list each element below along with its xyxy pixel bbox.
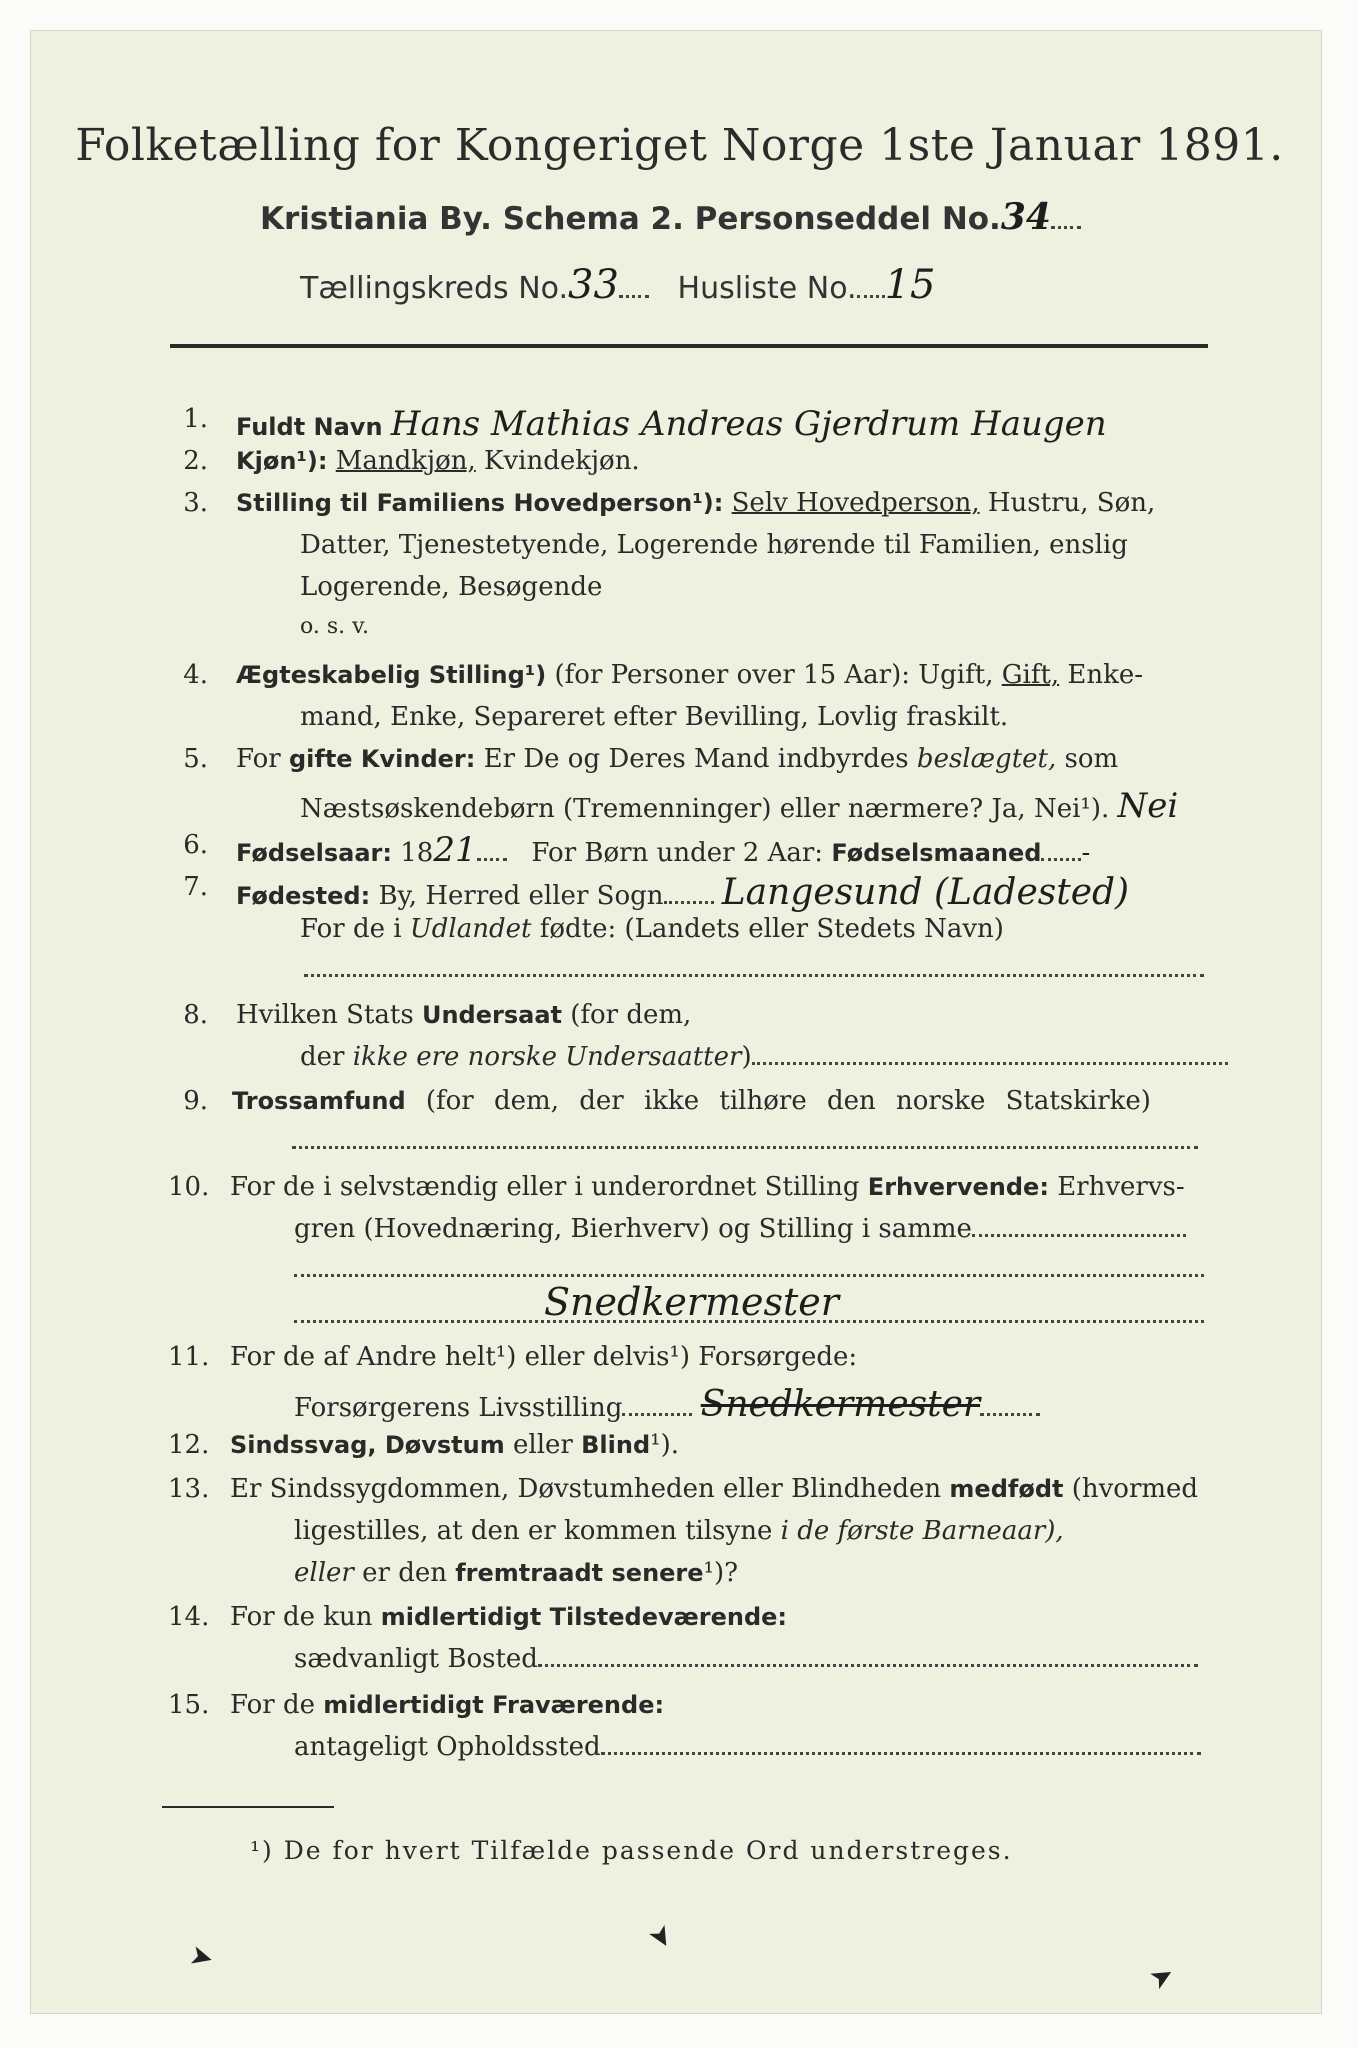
- q10-row: [230, 1172, 1185, 1202]
- q13-line3-bold: fremtraadt senere: [455, 1559, 704, 1587]
- q8-row: [236, 1000, 691, 1030]
- kreds-line: [300, 262, 935, 308]
- q8-post: (for dem,: [570, 1000, 692, 1030]
- q7-label: Fødested:: [236, 882, 371, 910]
- q3-label: Stilling til Familiens Hovedperson¹):: [236, 489, 724, 517]
- schema-text: Kristiania By. Schema 2. Personseddel No.: [260, 201, 1001, 237]
- kreds-number: 33: [568, 262, 619, 308]
- kreds-label: Tællingskreds No.: [300, 271, 568, 306]
- q8-line2-pre: der: [300, 1042, 345, 1072]
- schema-line: [260, 196, 1081, 238]
- item-number: 11.: [168, 1342, 210, 1372]
- q9-text: (for dem, der ikke tilhøre den norske Statskirke): [425, 1086, 1151, 1116]
- q13-line2-italic: i de første Barneaar),: [780, 1516, 1064, 1546]
- q5-answer: Nei: [1117, 786, 1179, 826]
- q4-line2: mand, Enke, Separeret efter Bevilling, Lovlig fraskilt.: [300, 702, 1009, 732]
- q13-line2-row: [294, 1516, 1064, 1546]
- q10-pre: For de i selvstændig eller i underordnet Stilling: [230, 1172, 860, 1202]
- q13-line3-mid: er den: [362, 1558, 447, 1588]
- q1-answer: Hans Mathias Andreas Gjerdrum Haugen: [390, 404, 1107, 444]
- q3-row: [236, 488, 1155, 518]
- q5-label: gifte Kvinder:: [288, 745, 476, 773]
- q14-line2-row: [294, 1644, 1198, 1674]
- q12-row: [230, 1430, 679, 1460]
- footnote: ¹) De for hvert Tilfælde passende Ord understreges.: [250, 1836, 1013, 1865]
- q7-line2-post: fødte: (Landets eller Stedets Navn): [539, 914, 1004, 944]
- q6-text: For Børn under 2 Aar:: [531, 838, 824, 868]
- q2-row: [236, 446, 640, 476]
- q6-year-prefix: 18: [400, 838, 434, 868]
- q3-line3: Logerende, Besøgende: [300, 572, 603, 602]
- q14-label: midlertidigt Tilstedeværende:: [380, 1603, 788, 1631]
- pen-mark-center: ➤: [641, 1918, 682, 1955]
- item-number: 13.: [168, 1474, 210, 1504]
- q8-label: Undersaat: [421, 1001, 562, 1029]
- q9-row: [232, 1086, 1151, 1116]
- q6-row: [236, 830, 1090, 870]
- q5-pre: For: [236, 744, 281, 774]
- q10-line2: gren (Hovednæring, Bierhverv) og Stilling i samme: [294, 1214, 972, 1244]
- q6-label2: Fødselsmaaned: [831, 839, 1042, 867]
- q9-answer-line: [292, 1146, 1198, 1149]
- personseddel-number: 34: [1000, 196, 1051, 238]
- q11-line1: For de af Andre helt¹) eller delvis¹) Forsørgede:: [230, 1342, 858, 1372]
- q9-label: Trossamfund: [232, 1087, 406, 1115]
- q7-line2-row: [300, 914, 1004, 944]
- q13-line3-post: ¹)?: [703, 1558, 739, 1588]
- q12-mid: eller: [513, 1430, 573, 1460]
- q2-option-male-selected: Mandkjøn,: [335, 446, 476, 476]
- q8-line2-row: der ikke ere norske Undersaatter): [300, 1042, 1228, 1072]
- q6-label: Fødselsaar:: [236, 839, 392, 867]
- q12-post: ¹).: [650, 1430, 679, 1460]
- q10-answer-line-1: [294, 1274, 1204, 1277]
- header-rule: [170, 344, 1208, 348]
- q11-line2: Forsørgerens Livsstilling: [294, 1393, 623, 1423]
- item-number: 12.: [168, 1430, 210, 1460]
- q1-row: [236, 404, 1107, 444]
- q14-row: [230, 1602, 787, 1632]
- husliste-number: 15: [884, 262, 936, 308]
- q5-line1: Er De og Deres Mand indbyrdes: [483, 744, 909, 774]
- q4-label: Ægteskabelig Stilling¹): [236, 661, 547, 689]
- q6-answer2: -: [1081, 838, 1091, 868]
- q8-line2-italic: ikke ere norske Undersaatter: [352, 1042, 742, 1072]
- q15-pre: For de: [230, 1690, 315, 1720]
- item-number: 8.: [183, 1000, 208, 1030]
- q5-line1-end: som: [1064, 744, 1119, 774]
- q5-line1-italic: beslægtet,: [916, 744, 1057, 774]
- q13-line1-post: (hvormed: [1071, 1474, 1199, 1504]
- item-number: 14.: [168, 1602, 210, 1632]
- q5-row: [236, 744, 1118, 774]
- q6-year-answer: 21: [433, 830, 477, 870]
- husliste-label: Husliste No.: [677, 271, 857, 306]
- q5-line2-row: [300, 786, 1178, 826]
- item-number: 10.: [168, 1172, 210, 1202]
- q4-line1-end: Enke-: [1067, 660, 1144, 690]
- q1-label: Fuldt Navn: [236, 413, 383, 441]
- item-number: 1.: [183, 404, 208, 434]
- q12-label: Sindssvag, Døvstum: [230, 1431, 505, 1459]
- q4-option-selected: Gift,: [1001, 660, 1060, 690]
- q13-line3-italic: eller: [294, 1558, 354, 1588]
- q2-option-female: Kvindekjøn.: [484, 446, 640, 476]
- q13-line2-pre: ligestilles, at den er kommen tilsyne: [294, 1516, 773, 1546]
- q5-line2: Næstsøskendebørn (Tremenninger) eller nærmere? Ja, Nei¹).: [300, 794, 1110, 824]
- q7-answer: Langesund (Ladested): [721, 872, 1130, 913]
- item-number: 5.: [183, 744, 208, 774]
- q13-line1-bold: medfødt: [949, 1475, 1064, 1503]
- q4-row: [236, 660, 1143, 690]
- footnote-rule: [162, 1806, 334, 1808]
- item-number: 2.: [183, 446, 208, 476]
- q4-line1: (for Personer over 15 Aar): Ugift,: [554, 660, 994, 690]
- q3-line4: o. s. v.: [300, 614, 369, 639]
- q7-text: By, Herred eller Sogn: [378, 881, 664, 911]
- q10-line2-row: [294, 1214, 1186, 1244]
- item-number: 15.: [168, 1690, 210, 1720]
- q10-answer-line-2: [294, 1320, 1204, 1323]
- q13-line1-pre: Er Sindssygdommen, Døvstumheden eller Blindheden: [230, 1474, 942, 1504]
- q7-answer-line: [304, 974, 1204, 977]
- q15-line2: antageligt Opholdssted: [294, 1732, 601, 1762]
- q14-pre: For de kun: [230, 1602, 373, 1632]
- item-number: 9.: [183, 1086, 208, 1116]
- q14-line2: sædvanligt Bosted: [294, 1644, 538, 1674]
- q7-row: [236, 872, 1129, 913]
- q15-line2-row: [294, 1732, 1201, 1762]
- q15-row: [230, 1690, 664, 1720]
- q7-line2-pre: For de i: [300, 914, 402, 944]
- q8-pre: Hvilken Stats: [236, 1000, 414, 1030]
- pen-mark-right: ➤: [1143, 1956, 1181, 1997]
- item-number: 7.: [183, 872, 208, 902]
- q3-line2: Datter, Tjenestetyende, Logerende hørende til Familien, enslig: [300, 530, 1128, 560]
- q10-label: Erhvervende:: [867, 1173, 1049, 1201]
- form-title: Folketælling for Kongeriget Norge 1ste Januar 1891.: [75, 120, 1284, 171]
- q11-line2-row: [294, 1384, 1040, 1425]
- q10-answer: Snedkermester: [544, 1280, 839, 1324]
- q3-option-selected: Selv Hovedperson,: [731, 488, 980, 518]
- q11-answer-struck: Snedkermester: [700, 1384, 981, 1425]
- q12-label2: Blind: [581, 1431, 651, 1459]
- pen-mark-left: ➤: [186, 1937, 218, 1976]
- q13-line3-row: [294, 1558, 738, 1588]
- q10-post: Erhvervs-: [1057, 1172, 1185, 1202]
- q3-line1-rest: Hustru, Søn,: [987, 488, 1156, 518]
- q7-line2-italic: Udlandet: [409, 914, 532, 944]
- q13-row: [230, 1474, 1198, 1504]
- item-number: 3.: [183, 488, 208, 518]
- item-number: 6.: [183, 830, 208, 860]
- item-number: 4.: [183, 660, 208, 690]
- q2-label: Kjøn¹):: [236, 447, 328, 475]
- q15-label: midlertidigt Fraværende:: [323, 1691, 665, 1719]
